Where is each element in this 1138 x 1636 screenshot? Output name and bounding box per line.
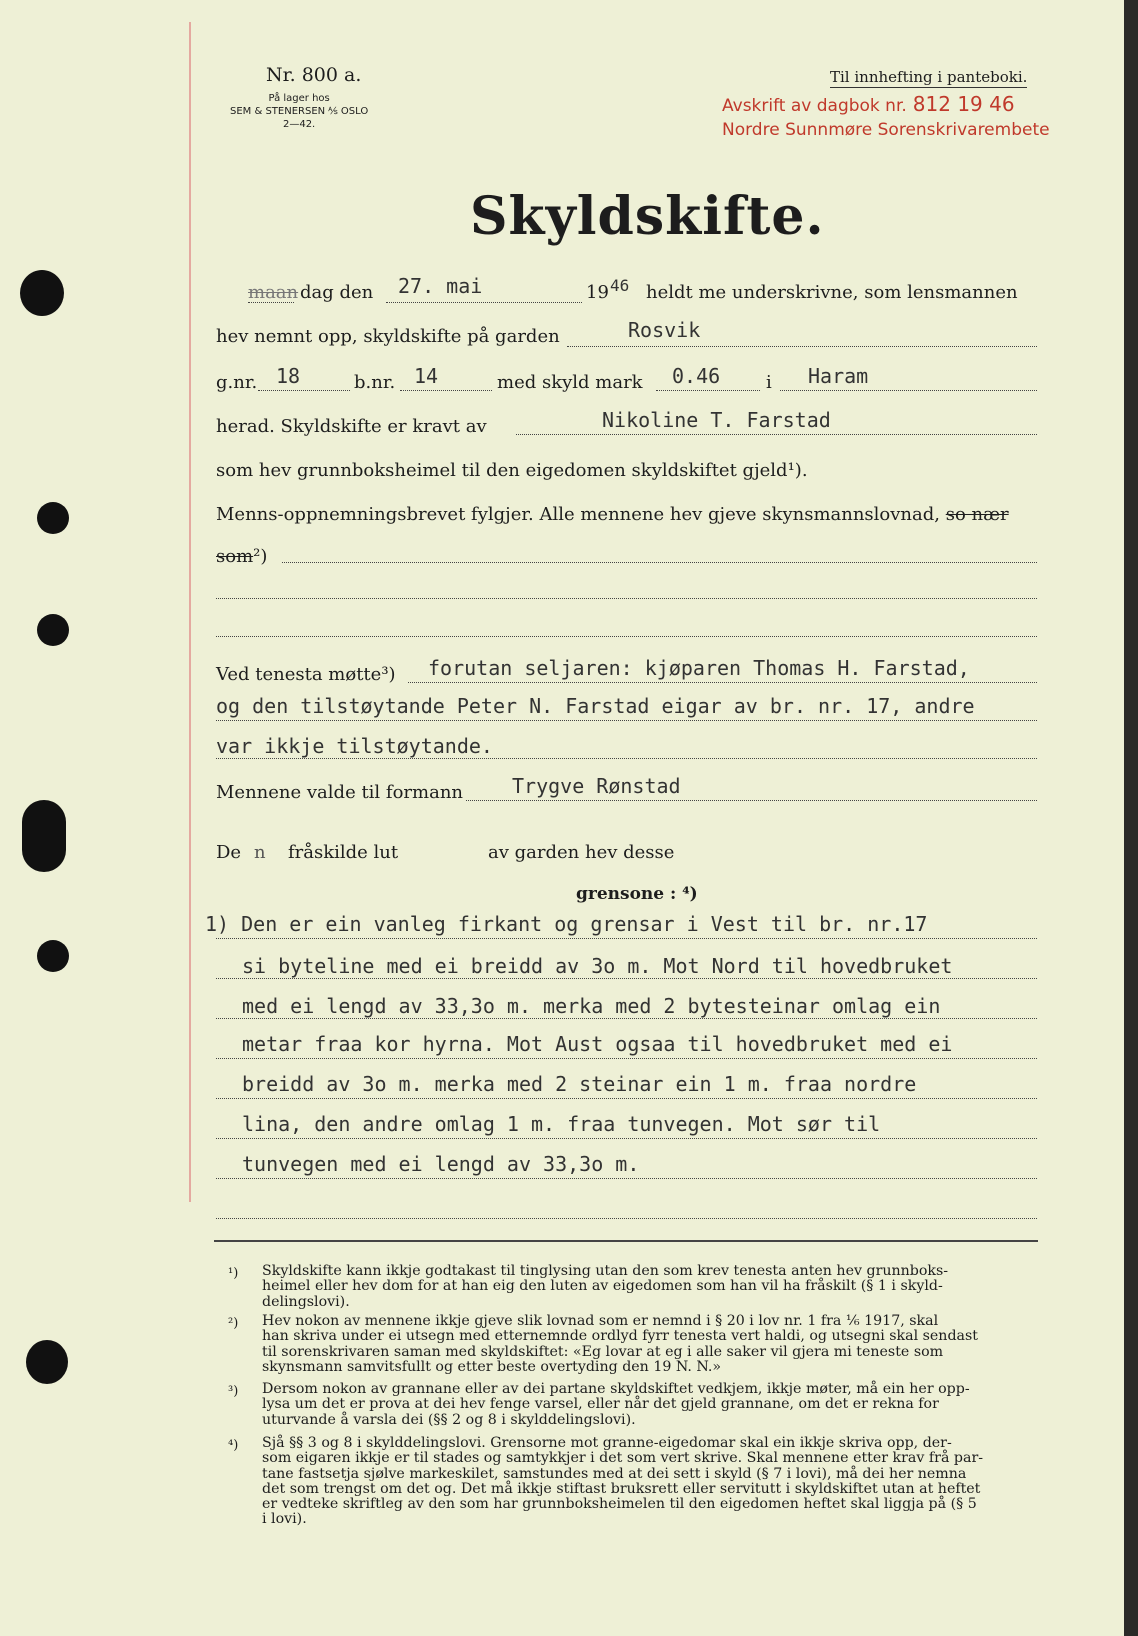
de-fill: n [254, 842, 266, 863]
footnote-line: Hev nokon av mennene ikkje gjeve slik lovnad som er nemnd i § 20 i lov nr. 1 fra ⅙ 1917, skal [262, 1313, 939, 1329]
requested-by-value: Nikoline T. Farstad [602, 408, 831, 432]
stamp-dagbok [722, 92, 1015, 116]
form-number: Nr. 800 a. [266, 64, 362, 86]
date-line [248, 282, 298, 303]
printer-line: SEM & STENERSEN ⅍ OSLO [230, 106, 369, 117]
footnote-number: ⁴) [228, 1438, 239, 1453]
footnote-line: lysa um det er prova at dei hev fenge varsel, eller når det gjeld grannane, om det er rekna for [262, 1396, 939, 1413]
punch-hole [37, 940, 69, 972]
day-prefix: maan [248, 282, 299, 303]
footnote-3 [262, 1382, 970, 1428]
som-strike: som [216, 546, 254, 567]
punch-hole [26, 1340, 68, 1384]
farm-label: hev nemnt opp, skyldskifte på garden [216, 326, 560, 347]
footnote-line: Dersom nokon av grannane eller av dei partane skyldskiftet vedkjem, ikkje møter, må ein her opp- [262, 1381, 970, 1397]
fraskilde-label: fråskilde lut [288, 842, 399, 863]
footnote-divider [214, 1240, 1038, 1242]
date-value: 27. mai [398, 274, 483, 298]
menns-line [216, 504, 1009, 525]
footnote-number: ²) [228, 1316, 239, 1331]
bnr-label: b.nr. [354, 372, 396, 393]
gnr-label: g.nr. [216, 372, 258, 393]
binding-note: Til innhefting i panteboki. [830, 68, 1028, 86]
footnote-line: i lovi). [262, 1511, 307, 1528]
attendance-line-1: forutan seljaren: kjøparen Thomas H. Farstad, [428, 656, 970, 680]
footnote-line: uturvande å varsla dei (§§ 2 og 8 i skylddelingslovi). [262, 1411, 636, 1428]
footnote-line: Sjå §§ 3 og 8 i skylddelingslovi. Grensorne mot granne-eigedomar skal ein ikkje skriva opp, der- [262, 1435, 952, 1451]
stamp-office: Nordre Sunnmøre Sorenskrivarembete [722, 120, 1050, 140]
line1-rest: heldt me underskrivne, som lensmannen [646, 282, 1018, 303]
printer-line: 2—42. [282, 119, 316, 130]
bnr-value: 14 [414, 364, 439, 388]
boundary-line: 1) Den er ein vanleg firkant og grensar i Vest til br. nr.17 [205, 912, 928, 936]
boundary-line: si byteline med ei breidd av 3o m. Mot Nord til hovedbruket [242, 954, 953, 978]
footnote-2 [262, 1314, 978, 1375]
de-label: De [216, 842, 242, 863]
boundary-line: breidd av 3o m. merka med 2 steinar ein 1 m. fraa nordre [242, 1072, 917, 1096]
footnote-line: tane fastsetja sjølve markeskilet, samstundes med at dei sett i skyld (§ 7 i lovi), må dei her nemna [262, 1465, 967, 1482]
som-rest: ²) [253, 546, 268, 567]
menns-strike: so nær [945, 504, 1009, 525]
punch-hole [37, 614, 69, 646]
grunnbok-line: som hev grunnboksheimel til den eigedomen skyldskiftet gjeld¹). [216, 460, 808, 481]
boundary-line: med ei lengd av 33,3o m. merka med 2 bytesteinar omlag ein [242, 994, 941, 1018]
printer-imprint [230, 92, 368, 131]
av-garden-label: av garden hev desse [488, 842, 675, 863]
stamp-text: Avskrift av dagbok nr. [722, 96, 907, 116]
document-title: Skyldskifte. [470, 186, 825, 247]
year-prefix: 19 [586, 282, 609, 303]
margin-line [189, 22, 191, 1202]
chairman-label: Mennene valde til formann [216, 782, 463, 803]
chairman-value: Trygve Rønstad [512, 774, 681, 798]
year-value: 46 [610, 276, 630, 295]
footnote-4 [262, 1436, 983, 1528]
boundary-line: tunvegen med ei lengd av 33,3o m. [242, 1152, 640, 1176]
day-label: dag den [300, 282, 374, 303]
requested-label: herad. Skyldskifte er kravt av [216, 416, 487, 437]
menns-text: Menns-oppnemningsbrevet fylgjer. Alle mennene hev gjeve skynsmannslovnad, [216, 504, 940, 525]
attendance-line-2: og den tilstøytande Peter N. Farstad eigar av br. nr. 17, andre [216, 694, 975, 718]
footnote-line: skynsmann samvitsfullt og etter beste overtyding den 19 N. N.» [262, 1358, 722, 1375]
footnote-line: heimel eller hev dom for at han eig den luten av eigedomen som han vil ha fråskilt (§ 1 i skyld- [262, 1278, 943, 1295]
footnote-line: til sorenskrivaren saman med skyldskiftet: «Eg lovar at eg i alle saker vil gjera mi teneste som [262, 1343, 944, 1360]
stamp-number: 812 19 46 [912, 92, 1015, 116]
punch-hole [37, 502, 69, 534]
footnote-line: er vedteke skriftleg av den som har grunnboksheimelen til den eigedomen heftet skal liggja på (§ 5 [262, 1496, 977, 1513]
footnote-number: ³) [228, 1384, 239, 1399]
gnr-value: 18 [276, 364, 301, 388]
footnote-line: Skyldskifte kann ikkje godtakast til tinglysing utan den som krev tenesta anten hev grunnboks- [262, 1263, 949, 1279]
i-label: i [766, 372, 772, 393]
boundary-line: lina, den andre omlag 1 m. fraa tunvegen. Mot sør til [242, 1112, 881, 1136]
punch-hole [22, 800, 66, 872]
skyld-label: med skyld mark [497, 372, 643, 393]
farm-value: Rosvik [628, 318, 701, 342]
punch-hole [20, 270, 64, 316]
footnote-line: som eigaren ikkje er til stades og samtykkjer i det som vert skrive. Skal mennene etter krav frå par- [262, 1450, 984, 1467]
footnote-line: han skriva under ei utsegn med etternemnde ordlyd fyrr tenesta vert haldi, og utsegni skal sendast [262, 1328, 978, 1345]
footnote-line: delingslovi). [262, 1293, 350, 1310]
attendance-line-3: var ikkje tilstøytande. [216, 734, 493, 758]
footnote-line: det som trengst om det og. Det må ikkje stiftast bruksrett eller servitutt i skyldskiftet utan at heftet [262, 1480, 981, 1497]
printer-line: På lager hos [268, 93, 330, 104]
attendance-label: Ved tenesta møtte³) [216, 664, 396, 685]
municipality-value: Haram [808, 364, 869, 388]
boundary-line: metar fraa kor hyrna. Mot Aust ogsaa til hovedbruket med ei [242, 1032, 953, 1056]
footnote-1 [262, 1264, 948, 1310]
som-line [216, 546, 267, 567]
footnote-number: ¹) [228, 1266, 239, 1281]
skyld-value: 0.46 [672, 364, 721, 388]
boundary-heading: grensone : ⁴) [576, 884, 698, 904]
